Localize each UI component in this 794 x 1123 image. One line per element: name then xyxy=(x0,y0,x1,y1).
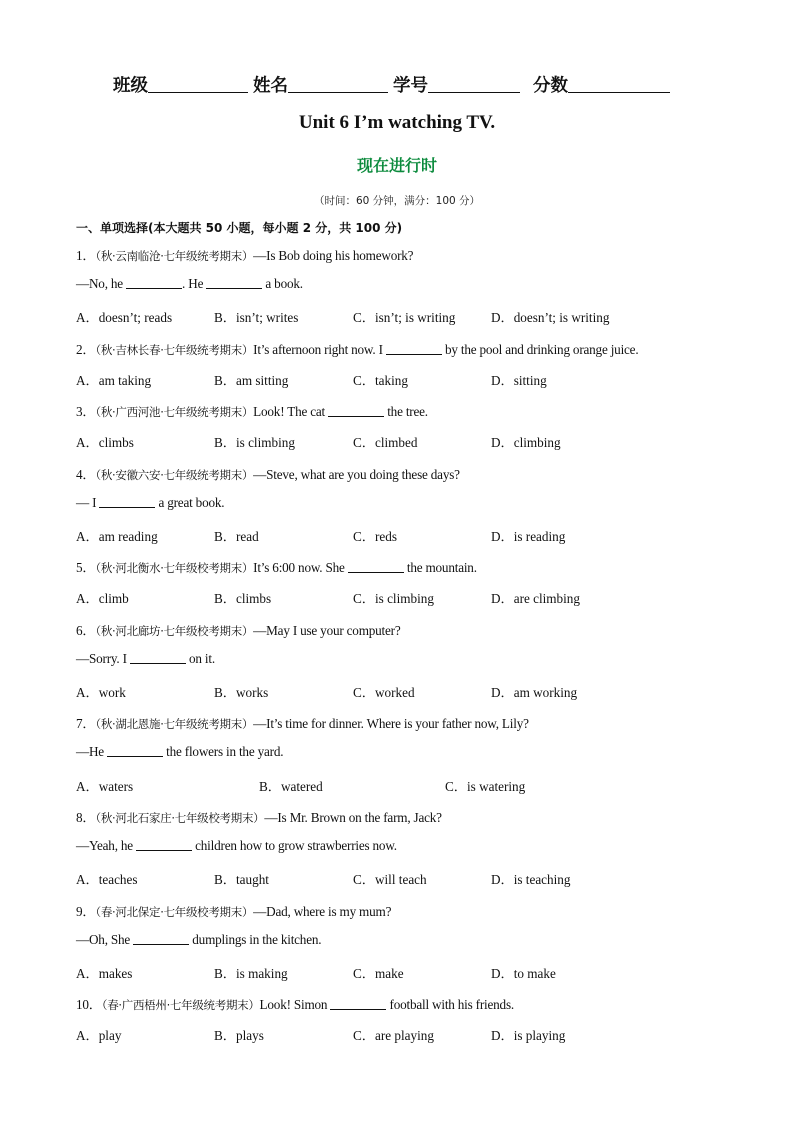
question-number: 7． xyxy=(76,716,96,732)
answer-option[interactable]: D．is reading xyxy=(491,528,566,544)
question-text: —Dad, where is my mum? xyxy=(253,903,392,919)
answer-option[interactable]: C．taking xyxy=(353,372,408,388)
answer-option[interactable]: A．climbs xyxy=(76,435,134,451)
answer-option[interactable]: B．read xyxy=(214,528,259,544)
response-text: —He xyxy=(76,744,108,760)
question-number: 10． xyxy=(76,997,102,1013)
question-response-line xyxy=(76,932,321,948)
question-number: 4． xyxy=(76,466,96,482)
response-text-after: a great book. xyxy=(155,494,225,510)
question-response-line xyxy=(76,651,215,667)
question-number: 1． xyxy=(76,248,96,263)
question-source: （秋·吉林长春·七年级统考期末） xyxy=(95,342,254,357)
response-text-mid: . He xyxy=(182,276,207,292)
answer-option[interactable]: B．am sitting xyxy=(214,372,289,388)
answer-option[interactable]: B．plays xyxy=(214,1028,264,1044)
answer-option[interactable]: D．sitting xyxy=(491,372,547,388)
answer-option[interactable]: D．is playing xyxy=(491,1028,566,1044)
answer-option[interactable]: D．doesn’t; is writing xyxy=(491,310,610,326)
answer-blank[interactable] xyxy=(328,404,384,417)
response-text-after: a book. xyxy=(262,276,303,292)
answer-blank[interactable] xyxy=(386,342,442,355)
question-text: It’s 6:00 now. She xyxy=(253,560,348,576)
question-text-after: football with his friends. xyxy=(386,997,514,1013)
answer-blank[interactable] xyxy=(133,932,189,945)
question-text: Look! Simon xyxy=(259,997,331,1013)
question-source: （秋·云南临沧·七年级统考期末） xyxy=(95,249,254,263)
question-stem xyxy=(76,401,428,420)
answer-blank[interactable] xyxy=(130,651,186,664)
answer-option[interactable]: B．is climbing xyxy=(214,435,295,451)
answer-option[interactable]: C．are playing xyxy=(353,1028,434,1044)
question-source: （秋·安徽六安·七年级统考期末） xyxy=(95,467,254,482)
question-text: —May I use your computer? xyxy=(253,622,401,638)
answer-option[interactable]: A．climb xyxy=(76,591,129,607)
question-stem xyxy=(76,245,413,264)
grammar-topic-title: 现在进行时 xyxy=(356,156,437,175)
question-text: It’s afternoon right now. I xyxy=(253,341,386,357)
response-text: —Sorry. I xyxy=(76,650,130,666)
answer-option[interactable]: D．are climbing xyxy=(491,591,580,607)
question-text-after: the tree. xyxy=(384,404,428,420)
question-text: —Is Bob doing his homework? xyxy=(253,248,414,263)
question-text: Look! The cat xyxy=(253,404,329,420)
name-blank[interactable] xyxy=(288,76,388,93)
answer-option[interactable]: B．climbs xyxy=(214,591,272,607)
question-stem xyxy=(76,557,477,576)
question-stem xyxy=(76,901,391,920)
score-field xyxy=(533,72,670,97)
question-stem xyxy=(76,620,401,639)
answer-option[interactable]: C．will teach xyxy=(353,872,427,888)
answer-option[interactable]: A．am taking xyxy=(76,372,152,388)
question-text: —Is Mr. Brown on the farm, Jack? xyxy=(264,809,442,825)
question-number: 8． xyxy=(76,809,96,825)
question-number: 9． xyxy=(76,903,96,919)
response-text-after: the flowers in the yard. xyxy=(163,744,284,760)
name-label: 姓名 xyxy=(253,76,288,96)
answer-option[interactable]: B．works xyxy=(214,684,269,700)
response-text: —Oh, She xyxy=(76,931,134,947)
student-number-field xyxy=(393,72,520,97)
answer-blank[interactable] xyxy=(330,997,386,1010)
answer-option[interactable]: A．teaches xyxy=(76,872,138,888)
student-number-label: 学号 xyxy=(393,76,428,96)
response-text: —No, he xyxy=(76,276,127,292)
response-text-after: on it. xyxy=(185,650,215,666)
question-source: （秋·广西河池·七年级统考期末） xyxy=(95,405,254,420)
unit-title: Unit 6 I’m watching TV. xyxy=(298,112,496,133)
response-text-after: children how to grow strawberries now. xyxy=(192,838,397,853)
answer-blank[interactable] xyxy=(107,744,163,757)
question-number: 2． xyxy=(76,341,96,357)
response-text: — I xyxy=(76,494,100,510)
answer-blank[interactable] xyxy=(206,276,262,289)
answer-option[interactable]: C．climbed xyxy=(353,435,418,451)
question-response-line xyxy=(76,838,397,854)
score-label: 分数 xyxy=(533,76,568,96)
student-info-line xyxy=(0,68,794,98)
question-stem xyxy=(76,807,442,826)
name-field xyxy=(253,72,388,97)
answer-option[interactable]: A．doesn’t; reads xyxy=(76,310,173,326)
question-number: 6． xyxy=(76,622,96,638)
question-text: —Steve, what are you doing these days? xyxy=(253,466,460,482)
question-number: 5． xyxy=(76,560,96,576)
answer-blank[interactable] xyxy=(348,560,404,573)
question-response-line xyxy=(76,276,303,292)
question-stem xyxy=(76,994,514,1013)
answer-option[interactable]: B．is making xyxy=(214,965,288,981)
question-source: （春·广西梧州·七年级统考期末） xyxy=(101,998,260,1013)
response-text: —Yeah, he xyxy=(76,838,137,853)
class-blank[interactable] xyxy=(148,76,248,93)
question-source: （秋·河北石家庄·七年级校考期末） xyxy=(95,810,265,825)
response-text-after: dumplings in the kitchen. xyxy=(189,931,322,947)
answer-option[interactable]: D．climbing xyxy=(491,435,561,451)
time-and-score-note: （时间：60 分钟，满分：100 分） xyxy=(313,195,481,207)
question-stem xyxy=(76,464,460,483)
question-number: 3． xyxy=(76,404,96,420)
question-response-line xyxy=(76,744,283,760)
question-source: （春·河北保定·七年级校考期末） xyxy=(95,904,254,919)
question-source: （秋·河北衡水·七年级校考期末） xyxy=(95,561,254,576)
answer-blank[interactable] xyxy=(99,495,155,508)
answer-option[interactable]: A．waters xyxy=(76,778,134,794)
answer-blank[interactable] xyxy=(126,276,182,289)
question-stem xyxy=(76,713,529,732)
section-heading: 一、单项选择(本大题共 50 小题，每小题 2 分，共 100 分) xyxy=(76,221,403,235)
question-text-after: the mountain. xyxy=(403,560,477,576)
answer-option[interactable]: C．is climbing xyxy=(353,591,434,607)
answer-option[interactable]: C．worked xyxy=(353,684,415,700)
answer-option[interactable]: D．is teaching xyxy=(491,872,571,888)
answer-option[interactable]: C．reds xyxy=(353,528,397,544)
question-source: （秋·河北廊坊·七年级校考期末） xyxy=(95,623,254,638)
answer-option[interactable]: D．am working xyxy=(491,684,578,700)
answer-option[interactable]: A．work xyxy=(76,684,126,700)
class-field xyxy=(113,72,248,97)
question-text: —It’s time for dinner. Where is your father now, Lily? xyxy=(253,716,529,732)
answer-option[interactable]: B．watered xyxy=(259,778,323,794)
answer-option[interactable]: A．am reading xyxy=(76,528,158,544)
question-stem xyxy=(76,339,638,358)
answer-option[interactable]: C．isn’t; is writing xyxy=(353,310,456,326)
answer-option[interactable]: B．isn’t; writes xyxy=(214,310,299,326)
answer-option[interactable]: B．taught xyxy=(214,872,269,888)
answer-blank[interactable] xyxy=(136,838,192,851)
answer-option[interactable]: C．make xyxy=(353,965,404,981)
score-blank[interactable] xyxy=(568,76,670,93)
class-label: 班级 xyxy=(113,76,148,96)
question-response-line xyxy=(76,495,224,511)
student-number-blank[interactable] xyxy=(428,76,520,93)
question-source: （秋·湖北恩施·七年级统考期末） xyxy=(95,717,254,732)
answer-option[interactable]: A．play xyxy=(76,1028,122,1044)
question-text-after: by the pool and drinking orange juice. xyxy=(441,341,639,357)
answer-option[interactable]: A．makes xyxy=(76,965,133,981)
answer-option[interactable]: C．is watering xyxy=(445,778,526,794)
answer-option[interactable]: D．to make xyxy=(491,965,556,981)
